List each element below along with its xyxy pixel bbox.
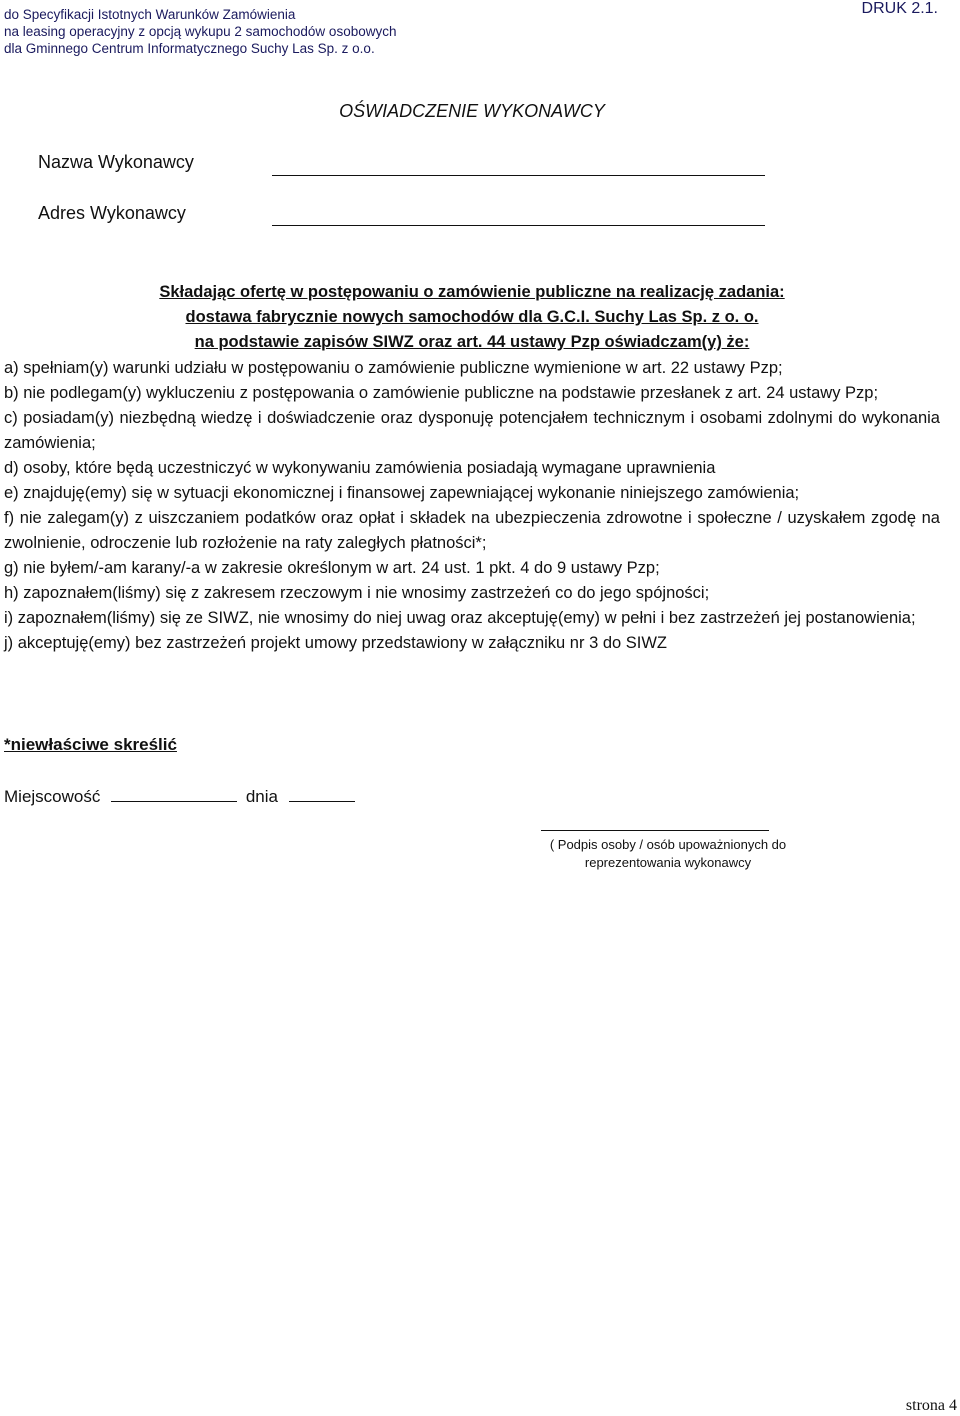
document-title: OŚWIADCZENIE WYKONAWCY: [339, 101, 605, 121]
statement-g: g) nie byłem/-am karany/-a w zakresie określonym w art. 24 ust. 1 pkt. 4 do 9 ustawy Pzp;: [4, 559, 660, 577]
header-line-3: dla Gminnego Centrum Informatycznego Suchy Las Sp. z o.o.: [4, 41, 375, 56]
statements-list: [4, 356, 940, 656]
signature-line[interactable]: [541, 830, 769, 831]
intro-line-2: dostawa fabrycznie nowych samochodów dla G.C.I. Suchy Las Sp. z o. o.: [185, 308, 759, 326]
place-label: Miejscowość: [4, 787, 101, 806]
statement-f: f) nie zalegam(y) z uiszczaniem podatków oraz opłat i składek na ubezpieczenia zdrowotne i społeczne / uzyskałem zgodę na zwolnienie, odroczenie lub rozłożenie na raty zaległych płatności*;: [4, 509, 940, 552]
contractor-name-label: Nazwa Wykonawcy: [38, 152, 194, 172]
header-line-2: na leasing operacyjny z opcją wykupu 2 samochodów osobowych: [4, 24, 397, 39]
form-number: DRUK 2.1.: [861, 0, 938, 17]
intro-line-3: na podstawie zapisów SIWZ oraz art. 44 ustawy Pzp oświadczam(y) że:: [194, 333, 750, 351]
statement-e: e) znajduję(emy) się w sytuacji ekonomicznej i finansowej zapewniającej wykonanie niniejszego zamówienia;: [4, 484, 800, 502]
contractor-name-field[interactable]: [272, 175, 765, 176]
page-number: strona 4: [905, 1397, 957, 1414]
signature-caption-line-2: reprezentowania wykonawcy: [584, 855, 752, 870]
statement-c: c) posiadam(y) niezbędną wiedzę i doświadczenie oraz dysponuję potencjałem technicznym i osobami zdolnymi do wykonania zamówienia;: [4, 409, 940, 452]
contractor-address-field[interactable]: [272, 225, 765, 226]
place-date-row: [4, 787, 355, 807]
statement-j: j) akceptuję(emy) bez zastrzeżeń projekt umowy przedstawiony w załączniku nr 3 do SIWZ: [4, 634, 668, 652]
strike-note: *niewłaściwe skreślić: [4, 735, 177, 754]
intro-line-1: Składając ofertę w postępowaniu o zamówienie publiczne na realizację zadania:: [159, 283, 785, 301]
date-field[interactable]: [289, 787, 355, 802]
statement-d: d) osoby, które będą uczestniczyć w wykonywaniu zamówienia posiadają wymagane uprawnienia: [4, 459, 716, 477]
signature-caption: [520, 836, 816, 872]
date-label: dnia: [245, 787, 278, 806]
document-header: [4, 6, 396, 57]
statement-a: a) spełniam(y) warunki udziału w postępowaniu o zamówienie publiczne wymienione w art. 22 ustawy Pzp;: [4, 359, 783, 377]
place-field[interactable]: [111, 787, 237, 802]
statement-h: h) zapoznałem(liśmy) się z zakresem rzeczowym i nie wnosimy zastrzeżeń co do jego spójności;: [4, 584, 710, 602]
statement-b: b) nie podlegam(y) wykluczeniu z postępowania o zamówienie publiczne na podstawie przesłanek z art. 24 ustawy Pzp;: [4, 384, 879, 402]
header-line-1: do Specyfikacji Istotnych Warunków Zamówienia: [4, 7, 296, 22]
signature-caption-line-1: ( Podpis osoby / osób upoważnionych do: [549, 837, 787, 852]
statement-i: i) zapoznałem(liśmy) się ze SIWZ, nie wnosimy do niej uwag oraz akceptuję(emy) w pełni i bez zastrzeżeń jej postanowienia;: [4, 609, 916, 627]
contractor-address-label: Adres Wykonawcy: [38, 203, 186, 223]
